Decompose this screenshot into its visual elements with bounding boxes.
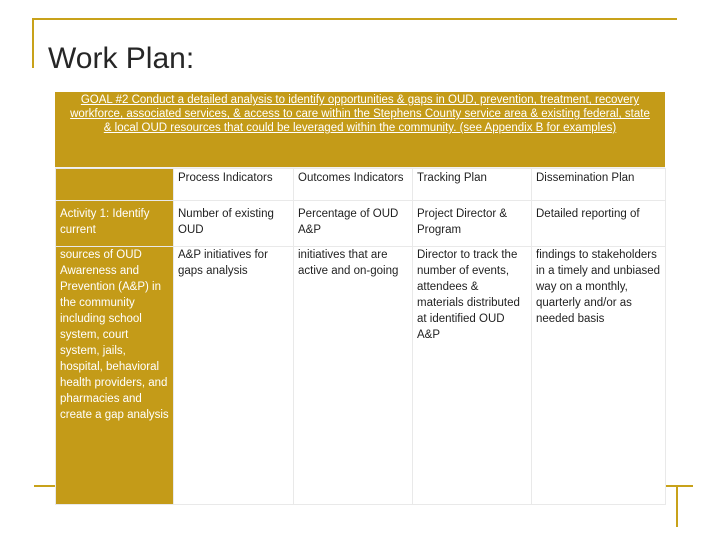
header-cell-activity: [56, 169, 174, 201]
table-row: [56, 201, 666, 247]
header-cell-tracking-plan: Tracking Plan: [413, 169, 532, 201]
table-row: [56, 247, 666, 505]
table-cell-tracking: Project Director & Program: [413, 201, 532, 247]
header-cell-outcomes-indicators: Outcomes Indicators: [294, 169, 413, 201]
decorative-vertical-line-right: [676, 485, 678, 527]
table-cell-outcomes: initiatives that are active and on-going: [294, 247, 413, 505]
table-cell-outcomes: Percentage of OUD A&P: [294, 201, 413, 247]
header-cell-dissemination-plan: Dissemination Plan: [532, 169, 666, 201]
goal-text: GOAL #2 Conduct a detailed analysis to identify opportunities & gaps in OUD, prevention, treatment, recovery workforce, associated services, & access to care within the Stephens County service area & existing federal, state & local OUD resources that could be leveraged within the community. (see Appendix B for examples): [70, 94, 650, 134]
table-cell-dissemination: Detailed reporting of: [532, 201, 666, 247]
slide-title: Work Plan:: [48, 42, 195, 75]
goal-banner: [55, 92, 665, 168]
decorative-horizontal-line-bottom-left: [34, 485, 56, 487]
table-cell-process: Number of existing OUD: [174, 201, 294, 247]
table-header-row: [56, 169, 666, 201]
table-cell-activity: Activity 1: Identify current: [56, 201, 174, 247]
work-plan-table: [55, 168, 666, 505]
decorative-vertical-line-left: [32, 18, 34, 68]
table-cell-tracking: Director to track the number of events, attendees & materials distributed at identified OUD A&P: [413, 247, 532, 505]
table-cell-process: A&P initiatives for gaps analysis: [174, 247, 294, 505]
table-cell-dissemination: findings to stakeholders in a timely and unbiased way on a monthly, quarterly and/or as needed basis: [532, 247, 666, 505]
decorative-horizontal-line-bottom-right: [665, 485, 693, 487]
header-cell-process-indicators: Process Indicators: [174, 169, 294, 201]
table-cell-activity: sources of OUD Awareness and Prevention (A&P) in the community including school system, court system, jails, hospital, behavioral health providers, and pharmacies and create a gap analysis: [56, 247, 174, 505]
decorative-horizontal-line-top: [32, 18, 677, 20]
